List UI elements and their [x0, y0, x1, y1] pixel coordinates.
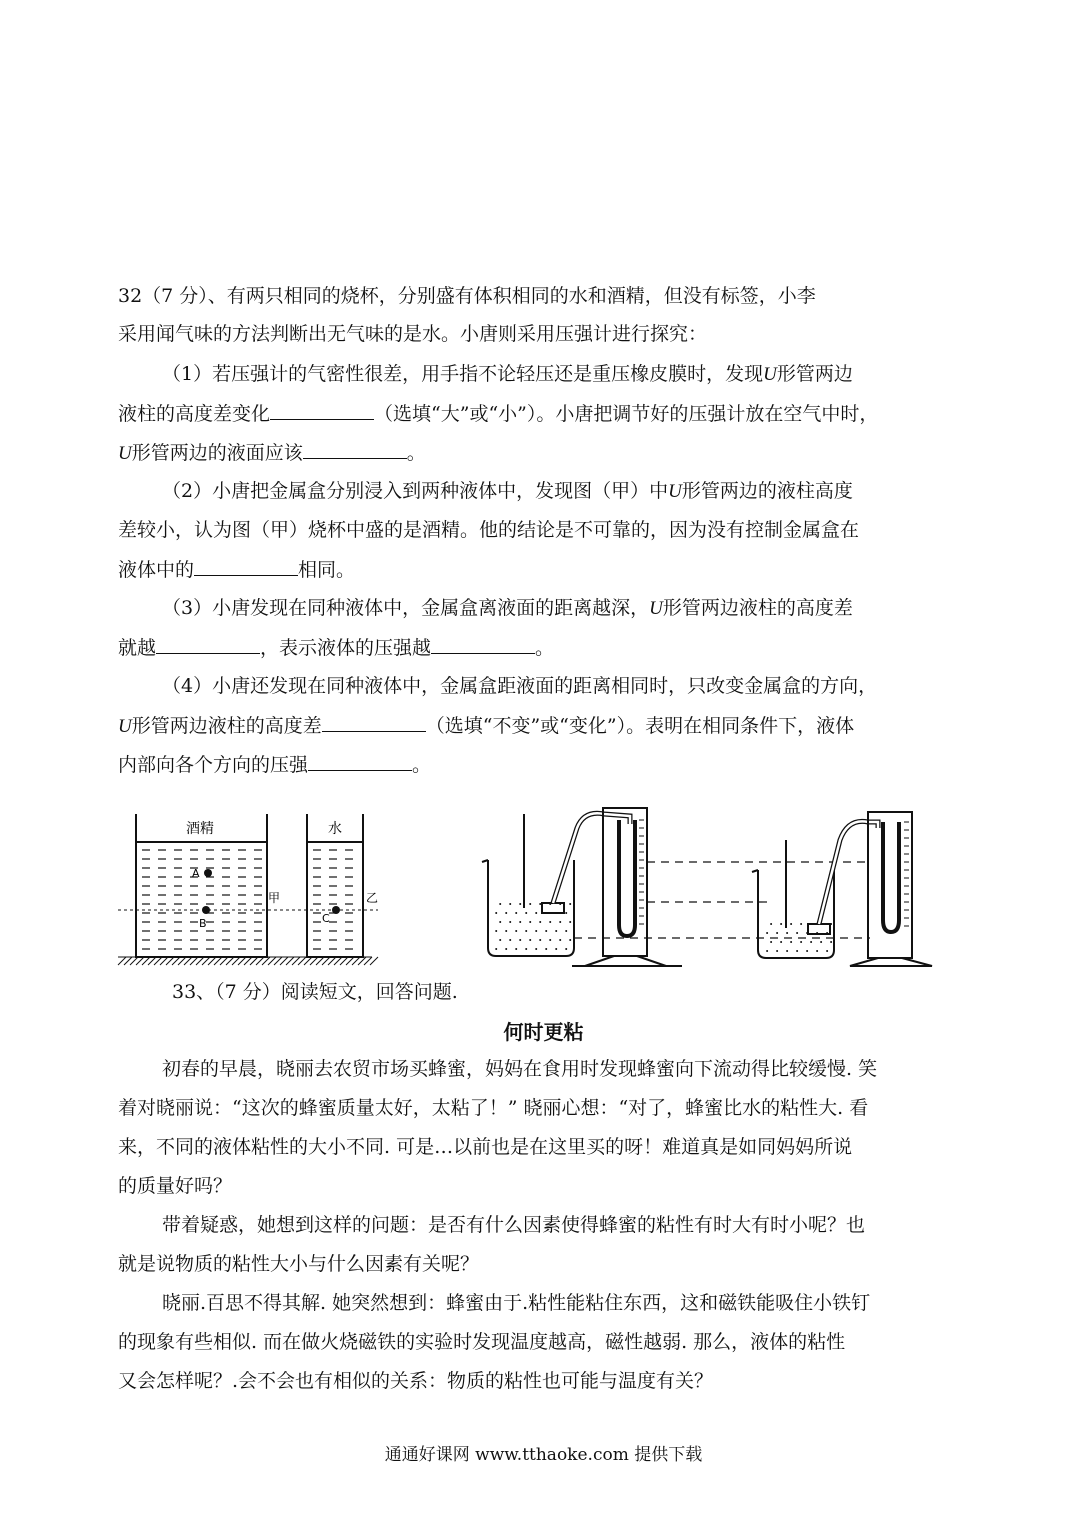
ground-hatch: [118, 957, 378, 965]
point-b-dot: [202, 906, 210, 914]
water-dot: [766, 950, 768, 952]
u-symbol: U: [649, 598, 663, 619]
point-b-label: B: [199, 917, 207, 930]
water-dot: [786, 932, 788, 934]
text: （选填“不变”或“变化”）。表明在相同条件下，液体: [425, 715, 855, 737]
water-dot: [539, 939, 541, 941]
water-dot: [555, 912, 557, 914]
text: 。: [412, 754, 432, 776]
water-dot: [810, 941, 812, 943]
water-dot: [529, 921, 531, 923]
text: 。: [406, 442, 426, 464]
para2-line-2: 就是说物质的粘性大小与什么因素有关呢？: [118, 1253, 480, 1275]
text: 就越: [118, 637, 157, 659]
answer-blank[interactable]: [322, 713, 426, 732]
water-dot: [519, 939, 521, 941]
u-symbol: U: [763, 364, 777, 385]
q32-part1-line-2: [118, 401, 970, 426]
water-dot: [796, 932, 798, 934]
water-dot: [816, 932, 818, 934]
water-dot: [519, 921, 521, 923]
point-c-dot: [332, 906, 340, 914]
water-dot: [796, 950, 798, 952]
u-symbol: U: [118, 716, 132, 737]
text: 形管两边液柱的高度差: [662, 597, 853, 619]
pressure-experiment-figure: [110, 800, 940, 975]
water-dot: [519, 903, 521, 905]
water-dot: [800, 923, 802, 925]
water-dot: [800, 941, 802, 943]
para3-line-1: 晓丽.百思不得其解. 她突然想到：蜂蜜由于.粘性能粘住东西，这和磁铁能吸住小铁钉: [162, 1292, 871, 1314]
text: 液体中的: [118, 559, 195, 581]
water-dot: [539, 903, 541, 905]
q32-line-1: 32（7 分）、有两只相同的烧杯，分别盛有体积相同的水和酒精，但没有标签，小李: [118, 285, 816, 307]
water-dot: [565, 930, 567, 932]
water-dot: [549, 921, 551, 923]
answer-blank[interactable]: [303, 440, 407, 459]
point-a-label: A: [192, 867, 200, 880]
water-dot: [559, 939, 561, 941]
point-c-label: C: [322, 912, 330, 925]
q33-header: 33、（7 分）阅读短文，回答问题.: [172, 981, 458, 1003]
text: （3）小唐发现在同种液体中，金属盒离液面的距离越深，: [162, 597, 650, 619]
text: 内部向各个方向的压强: [118, 754, 309, 776]
water-dot: [790, 923, 792, 925]
q32-part4-line-2: [118, 713, 970, 739]
water-dot: [766, 932, 768, 934]
water-dot: [535, 948, 537, 950]
q32-part2-line-2: 差较小，认为图（甲）烧杯中盛的是酒精。他的结论是不可靠的，因为没有控制金属盒在: [118, 519, 860, 541]
jia-label: 甲: [268, 891, 281, 905]
water-dot: [780, 941, 782, 943]
para3-line-3: 又会怎样呢？.会不会也有相似的关系：物质的粘性也可能与温度有关？: [118, 1370, 714, 1392]
point-a-dot: [204, 869, 212, 877]
water-dot: [820, 941, 822, 943]
water-dot: [565, 948, 567, 950]
water-dot: [569, 903, 571, 905]
water-dot: [515, 912, 517, 914]
q32-part4-line-1: （4）小唐还发现在同种液体中，金属盒距液面的距离相同时，只改变金属盒的方向，: [162, 675, 878, 697]
text: 形管两边液柱的高度差: [131, 715, 322, 737]
para3-line-2: 的现象有些相似. 而在做火烧磁铁的实验时发现温度越高，磁性越弱. 那么，液体的粘性: [118, 1331, 846, 1353]
water-dot: [535, 930, 537, 932]
q32-part3-line-1: [162, 596, 970, 621]
text: 形管两边的液柱高度: [681, 480, 853, 502]
text: 液柱的高度差变化: [118, 403, 271, 425]
water-dot: [495, 912, 497, 914]
water-dot: [770, 923, 772, 925]
water-dot: [495, 948, 497, 950]
water-dot: [509, 903, 511, 905]
water-dot: [569, 921, 571, 923]
water-dot: [806, 950, 808, 952]
text: 相同。: [298, 559, 356, 581]
q32-part1-line-1: [162, 362, 970, 387]
water-dot: [830, 941, 832, 943]
water-dot: [539, 921, 541, 923]
alcohol-label: 酒精: [186, 821, 214, 837]
q32-part4-line-3: [118, 752, 970, 777]
water-dot: [545, 948, 547, 950]
text: （1）若压强计的气密性很差，用手指不论轻压还是重压橡皮膜时，发现: [162, 363, 764, 385]
water-dot: [509, 921, 511, 923]
water-dot: [499, 921, 501, 923]
water-dot: [545, 912, 547, 914]
water-dot: [529, 939, 531, 941]
water-dot: [509, 939, 511, 941]
water-dot: [790, 941, 792, 943]
water-dot: [505, 948, 507, 950]
q32-part3-line-2: [118, 635, 970, 660]
water-dot: [826, 950, 828, 952]
q32-part1-line-3: [118, 440, 970, 466]
water-dot: [776, 932, 778, 934]
para2-line-1: 带着疑惑，她想到这样的问题：是否有什么因素使得蜂蜜的粘性有时大有时小呢？也: [162, 1214, 866, 1236]
water-dot: [529, 903, 531, 905]
water-dot: [810, 923, 812, 925]
answer-blank[interactable]: [308, 752, 412, 771]
text: （选填“大”或“小”）。小唐把调节好的压强计放在空气中时，: [374, 403, 879, 425]
q32-part2-line-3: [118, 557, 970, 582]
water-dot: [776, 950, 778, 952]
text: 形管两边的液面应该: [131, 442, 303, 464]
answer-blank[interactable]: [431, 635, 535, 654]
water-dot: [505, 930, 507, 932]
water-dot: [559, 903, 561, 905]
text: 。: [535, 637, 555, 659]
water-dot: [569, 939, 571, 941]
answer-blank[interactable]: [194, 557, 298, 576]
water-dot: [559, 921, 561, 923]
water-dot: [525, 912, 527, 914]
water-dot: [770, 941, 772, 943]
para1-line-2: 着对晓丽说：“这次的蜂蜜质量太好，太粘了！” 晓丽心想：“对了，蜂蜜比水的粘性大. 看: [118, 1097, 869, 1119]
para1-line-1: 初春的早晨，晓丽去农贸市场买蜂蜜，妈妈在食用时发现蜂蜜向下流动得比较缓慢. 笑: [162, 1058, 878, 1080]
q32-line-2: 采用闻气味的方法判断出无气味的是水。小唐则采用压强计进行探究：: [118, 323, 708, 345]
water-dot: [816, 950, 818, 952]
answer-blank[interactable]: [156, 635, 260, 654]
water-label: 水: [328, 821, 342, 837]
water-dot: [525, 930, 527, 932]
article-title: 何时更粘: [503, 1020, 584, 1044]
answer-blank[interactable]: [270, 401, 374, 420]
water-dot: [535, 912, 537, 914]
para1-line-3: 来，不同的液体粘性的大小不同. 可是…以前也是在这里买的呀！难道真是如同妈妈所说: [118, 1136, 853, 1158]
water-dot: [780, 923, 782, 925]
water-dot: [505, 912, 507, 914]
u-symbol: U: [668, 481, 682, 502]
water-dot: [565, 912, 567, 914]
water-dot: [525, 948, 527, 950]
q32-part2-line-1: [162, 479, 970, 504]
text: ，表示液体的压强越: [260, 637, 432, 659]
water-dot: [806, 932, 808, 934]
pressure-gauge-setup-1: [482, 808, 682, 966]
text: （2）小唐把金属盒分别浸入到两种液体中，发现图（甲）中: [162, 480, 669, 502]
water-dot: [499, 903, 501, 905]
yi-label: 乙: [366, 891, 379, 905]
water-dot: [786, 950, 788, 952]
water-dot: [549, 903, 551, 905]
water-dot: [826, 932, 828, 934]
water-dot: [499, 939, 501, 941]
water-dot: [555, 930, 557, 932]
water-dot: [549, 939, 551, 941]
water-dot: [820, 923, 822, 925]
text: 形管两边: [776, 363, 853, 385]
water-dot: [830, 923, 832, 925]
water-dot: [515, 948, 517, 950]
pressure-gauge-setup-2: [752, 812, 932, 966]
water-dot: [545, 930, 547, 932]
water-dot: [515, 930, 517, 932]
page-footer: 通通好课网 www.tthaoke.com 提供下载: [384, 1445, 703, 1465]
water-dot: [495, 930, 497, 932]
water-dot: [555, 948, 557, 950]
u-symbol: U: [118, 443, 132, 464]
para1-line-4: 的质量好吗？: [118, 1175, 233, 1197]
